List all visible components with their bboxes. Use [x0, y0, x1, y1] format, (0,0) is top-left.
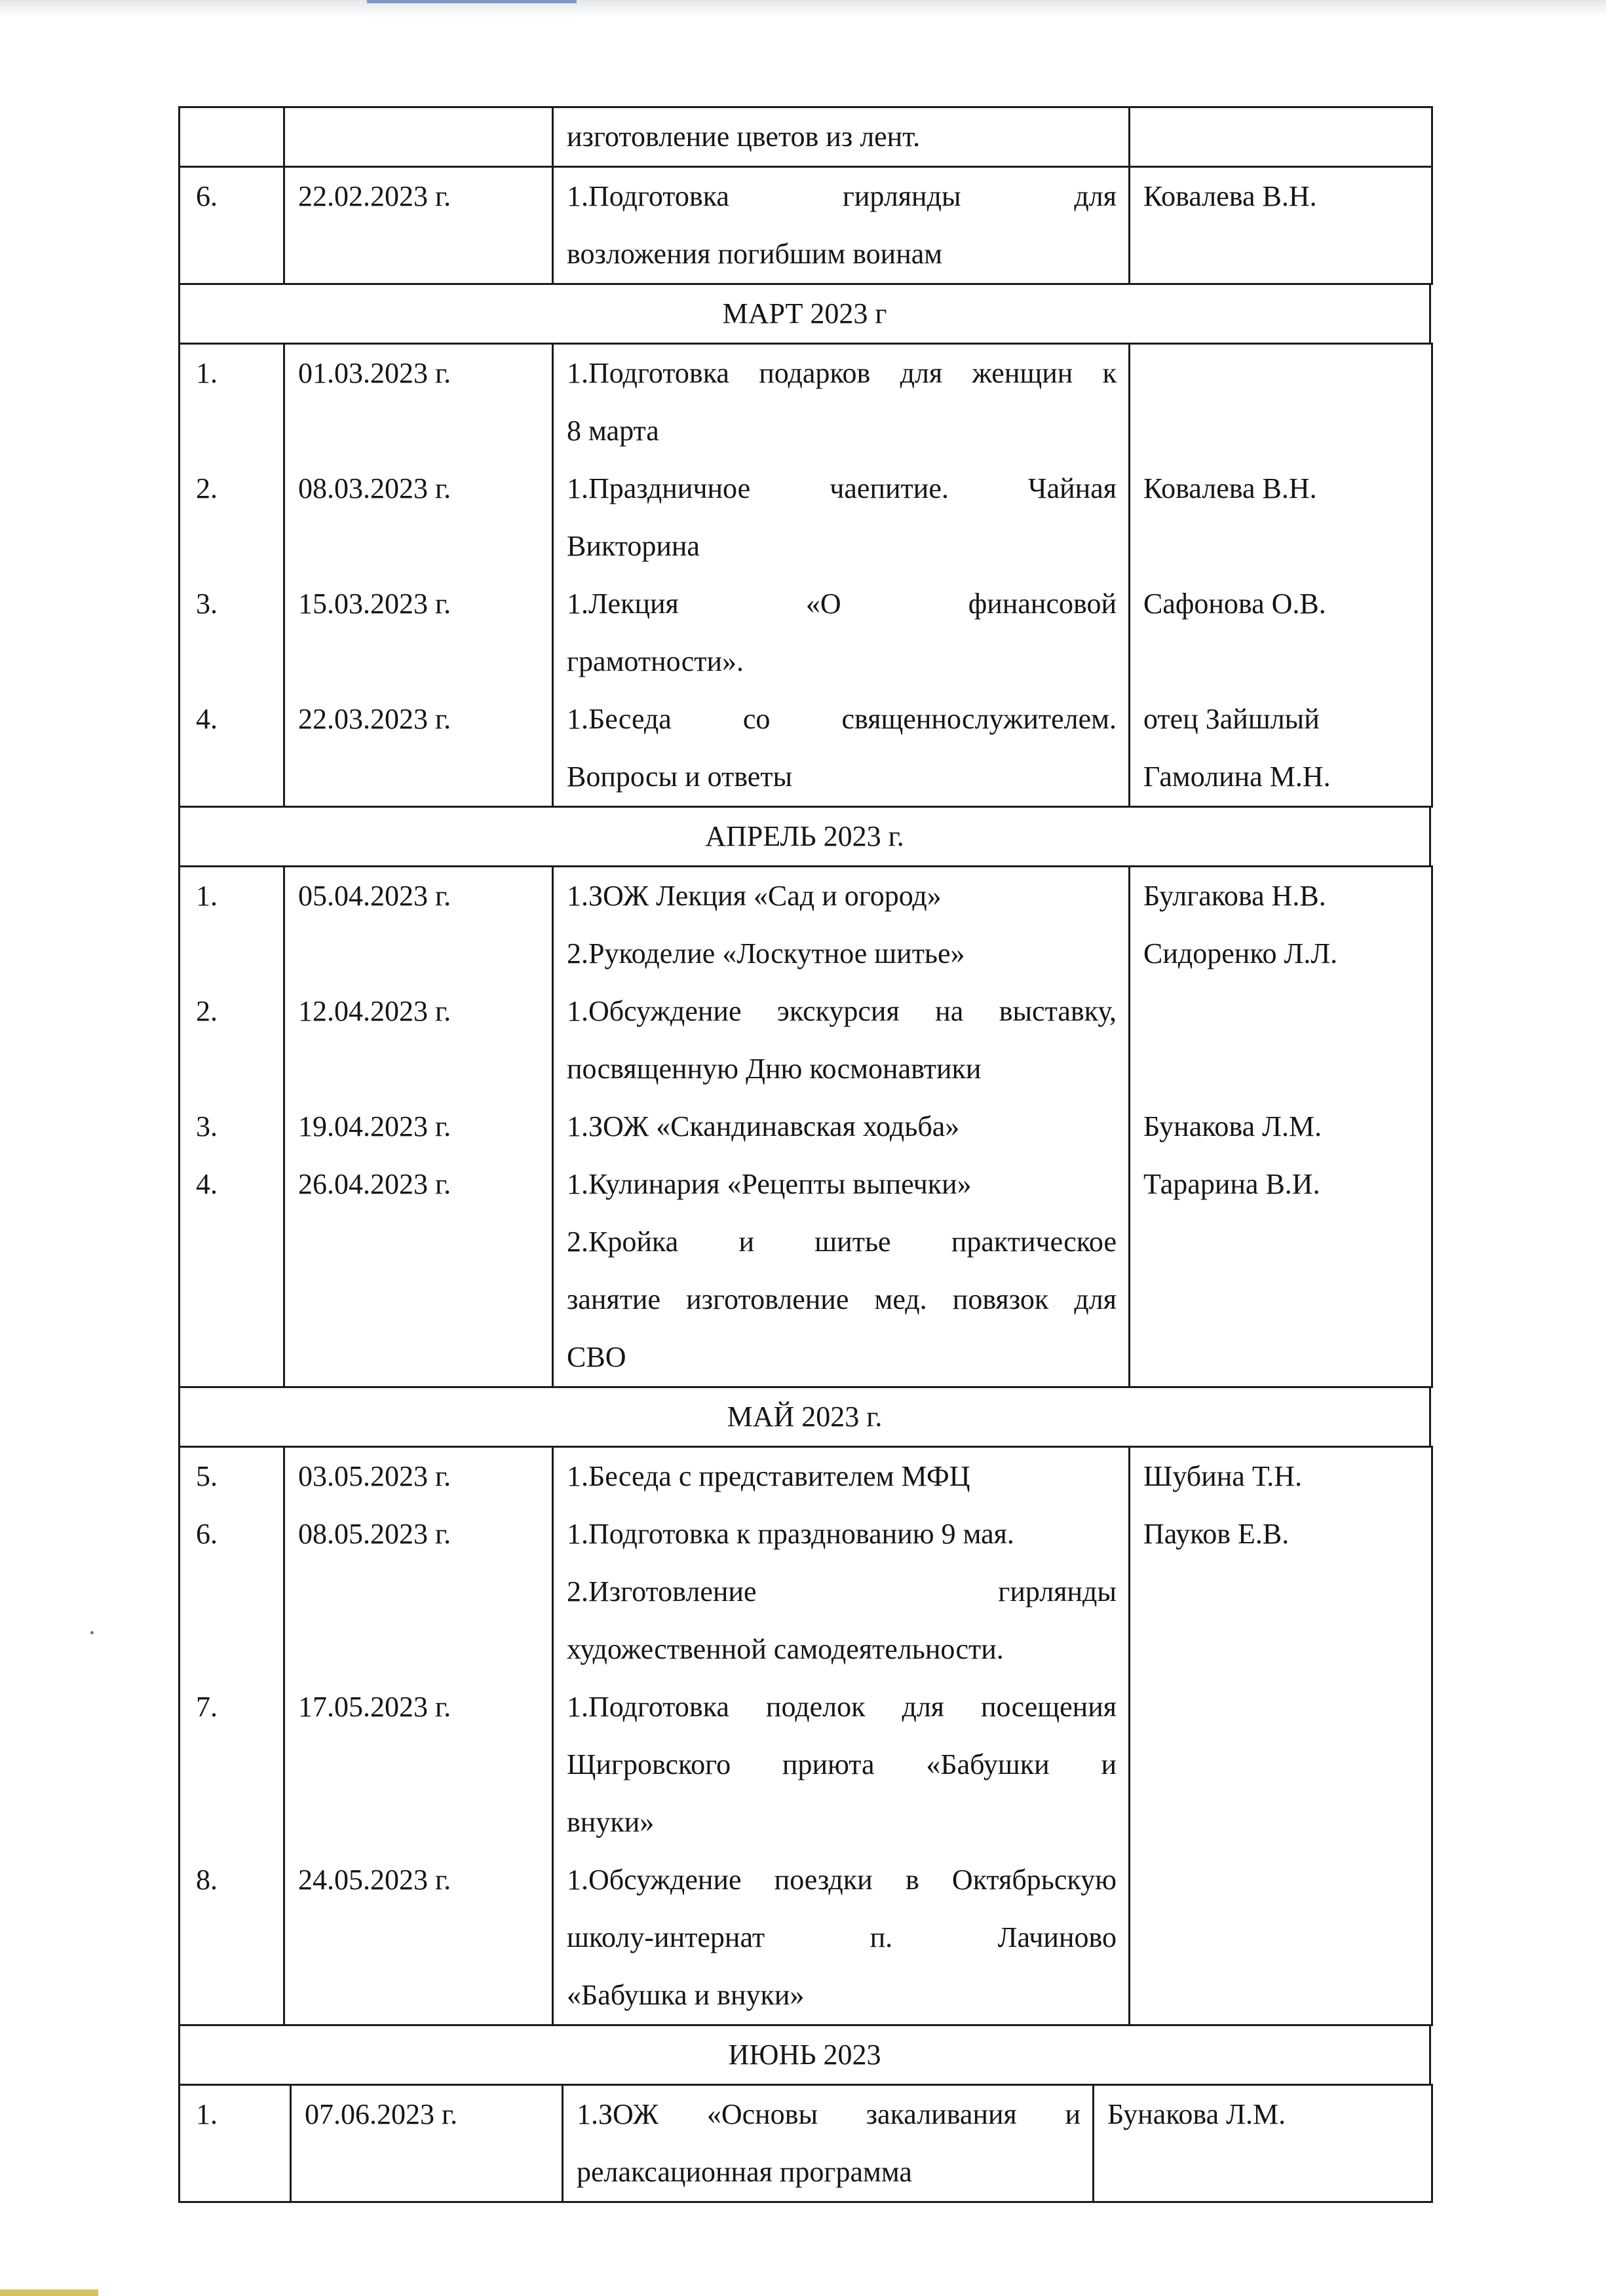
responsible-cell — [1130, 1447, 1432, 2025]
activity-text: 1.Беседа с представителем МФЦ — [567, 1460, 970, 1492]
table-section — [178, 865, 1431, 1388]
activity-text: 1.ЗОЖ «Основы закаливания и — [577, 2098, 1080, 2130]
responsible-text: Пауков Е.В. — [1143, 1518, 1290, 1550]
number-text: 3. — [196, 588, 218, 620]
activity-text: 1.Подготовка поделок для посещения — [567, 1691, 1117, 1723]
activity-text: школу-интернат п. Лачиново — [567, 1921, 1117, 1953]
number-cell — [180, 107, 284, 167]
number-cell — [180, 2085, 291, 2202]
month-section — [178, 806, 1431, 867]
number-text — [196, 1736, 283, 1794]
month-header: АПРЕЛЬ 2023 г. — [180, 807, 1430, 867]
table-section — [178, 2084, 1431, 2203]
number-text: 4. — [196, 703, 218, 735]
date-text: 19.04.2023 г. — [298, 1110, 451, 1142]
number-text — [196, 402, 283, 460]
number-text: 1. — [196, 2098, 218, 2130]
date-cell — [284, 107, 553, 167]
date-text: 08.05.2023 г. — [298, 1518, 451, 1550]
table-segment — [178, 1446, 1433, 2026]
activity-text: занятие изготовление мед. повязок для — [567, 1283, 1117, 1315]
table-row — [180, 344, 1432, 807]
activity-text: 2.Изготовление гирлянды — [567, 1575, 1117, 1608]
responsible-cell — [1130, 167, 1432, 284]
table-row — [180, 167, 1432, 284]
responsible-text: Сафонова О.В. — [1143, 588, 1326, 620]
activity-text: изготовление цветов из лент. — [567, 121, 921, 153]
responsible-text — [1143, 402, 1431, 460]
activity-text: художественной самодеятельности. — [567, 1633, 1004, 1665]
activity-text: 1.ЗОЖ Лекция «Сад и огород» — [567, 880, 942, 912]
table-row — [180, 2085, 1432, 2202]
activity-text: 8 марта — [567, 415, 659, 447]
activity-text: 1.Кулинария «Рецепты выпечки» — [567, 1168, 972, 1200]
activity-text: внуки» — [567, 1806, 655, 1838]
activity-text: 1.Обсуждение экскурсия на выставку, — [567, 995, 1117, 1027]
date-cell — [284, 344, 553, 807]
date-cell — [284, 867, 553, 1387]
scan-edge-mark — [0, 2289, 98, 2296]
activity-text: грамотности». — [567, 645, 744, 677]
responsible-text: Ковалева В.Н. — [1143, 180, 1317, 212]
date-text: 05.04.2023 г. — [298, 880, 451, 912]
activity-text: 1.Праздничное чаепитие. Чайная — [567, 472, 1117, 504]
activity-text: Викторина — [567, 530, 700, 562]
month-section — [178, 1386, 1431, 1448]
responsible-text: Сидоренко Л.Л. — [1143, 937, 1338, 969]
responsible-cell — [1130, 867, 1432, 1387]
responsible-text: Бунакова Л.М. — [1143, 1110, 1322, 1142]
month-header: ИЮНЬ 2023 — [180, 2025, 1430, 2085]
activity-text: 1.Подготовка гирлянды для — [567, 180, 1117, 212]
table-row — [180, 1447, 1432, 2025]
responsible-text: Гамолина М.Н. — [1143, 761, 1331, 793]
number-text: 7. — [196, 1691, 218, 1723]
date-text: 17.05.2023 г. — [298, 1691, 451, 1723]
date-text — [298, 518, 552, 575]
month-header-row — [180, 807, 1430, 867]
date-text — [298, 1736, 552, 1794]
table-section — [178, 106, 1431, 285]
number-text: 5. — [196, 1460, 218, 1492]
scan-top-shadow — [0, 0, 1606, 16]
number-cell — [180, 344, 284, 807]
month-header-row — [180, 284, 1430, 344]
table-segment — [178, 2084, 1433, 2203]
table-segment — [178, 1386, 1431, 1448]
activity-text: 1.Подготовка к празднованию 9 мая. — [567, 1518, 1014, 1550]
table-section — [178, 1446, 1431, 2026]
number-text: 6. — [196, 180, 218, 212]
responsible-text — [1143, 633, 1431, 690]
number-text: 2. — [196, 472, 218, 504]
number-text — [196, 518, 283, 575]
responsible-text: Тарарина В.И. — [1143, 1168, 1320, 1200]
activity-text: 1.Подготовка подарков для женщин к — [567, 357, 1117, 389]
table-segment — [178, 865, 1433, 1388]
activity-cell — [553, 167, 1130, 284]
responsible-text — [1143, 1040, 1431, 1098]
number-cell — [180, 867, 284, 1387]
number-text: 4. — [196, 1168, 218, 1200]
responsible-cell — [1130, 107, 1432, 167]
date-text: 26.04.2023 г. — [298, 1168, 451, 1200]
activity-text: Щигровского приюта «Бабушки и — [567, 1748, 1117, 1780]
responsible-text — [1143, 345, 1431, 402]
activity-text: 1.Лекция «О финансовой — [567, 588, 1117, 620]
activity-text: 1.Беседа со священнослужителем. — [567, 703, 1117, 735]
schedule-table — [178, 106, 1431, 2203]
month-header: МАРТ 2023 г — [180, 284, 1430, 344]
number-text: 1. — [196, 880, 218, 912]
date-text: 22.02.2023 г. — [298, 180, 451, 212]
number-text — [196, 1794, 283, 1851]
activity-text: релаксационная программа — [577, 2156, 912, 2188]
date-text — [298, 633, 552, 690]
responsible-text — [1143, 108, 1431, 166]
date-text: 01.03.2023 г. — [298, 357, 451, 389]
number-text — [196, 633, 283, 690]
responsible-text — [1143, 983, 1431, 1040]
number-cell — [180, 167, 284, 284]
responsible-text: отец Зайшлый — [1143, 703, 1320, 735]
activity-text: 1.ЗОЖ «Скандинавская ходьба» — [567, 1110, 960, 1142]
activity-cell — [563, 2085, 1094, 2202]
number-text — [196, 1563, 283, 1621]
table-segment — [178, 343, 1433, 808]
date-text: 15.03.2023 г. — [298, 588, 451, 620]
number-cell — [180, 1447, 284, 2025]
activity-text: Вопросы и ответы — [567, 761, 793, 793]
date-text: 03.05.2023 г. — [298, 1460, 451, 1492]
responsible-cell — [1094, 2085, 1432, 2202]
month-header: МАЙ 2023 г. — [180, 1387, 1430, 1447]
activity-cell — [553, 867, 1130, 1387]
date-text: 07.06.2023 г. — [305, 2098, 458, 2130]
activity-cell — [553, 107, 1130, 167]
number-text: 1. — [196, 357, 218, 389]
date-cell — [291, 2085, 563, 2202]
activity-text: посвященную Дню космонавтики — [567, 1053, 982, 1085]
number-text — [196, 1621, 283, 1678]
responsible-cell — [1130, 344, 1432, 807]
responsible-text — [1143, 518, 1431, 575]
responsible-text: Булгакова Н.В. — [1143, 880, 1326, 912]
activity-cell — [553, 344, 1130, 807]
activity-cell — [553, 1447, 1130, 2025]
responsible-text: Шубина Т.Н. — [1143, 1460, 1303, 1492]
date-text: 22.03.2023 г. — [298, 703, 451, 735]
date-text — [298, 1040, 552, 1098]
date-text: 12.04.2023 г. — [298, 995, 451, 1027]
date-text — [298, 1621, 552, 1678]
date-cell — [284, 1447, 553, 2025]
table-segment — [178, 106, 1433, 285]
scan-speck — [90, 1631, 94, 1634]
activity-text: 1.Обсуждение поездки в Октябрьскую — [567, 1864, 1117, 1896]
activity-text: СВО — [567, 1341, 626, 1373]
table-segment — [178, 2024, 1431, 2086]
date-text — [298, 402, 552, 460]
activity-text: «Бабушка и внуки» — [567, 1979, 805, 2011]
activity-text: возложения погибшим воинам — [567, 238, 943, 270]
month-header-row — [180, 2025, 1430, 2085]
date-text: 24.05.2023 г. — [298, 1864, 451, 1896]
number-text: 3. — [196, 1110, 218, 1142]
date-text — [298, 1794, 552, 1851]
number-text: 6. — [196, 1518, 218, 1550]
responsible-text: Бунакова Л.М. — [1107, 2098, 1286, 2130]
date-text — [298, 925, 552, 983]
scan-mark — [367, 0, 577, 3]
table-segment — [178, 806, 1431, 867]
activity-text: 2.Рукоделие «Лоскутное шитье» — [567, 937, 965, 969]
number-text — [196, 1040, 283, 1098]
month-section — [178, 2024, 1431, 2086]
number-text: 2. — [196, 995, 218, 1027]
activity-text: 2.Кройка и шитье практическое — [567, 1226, 1117, 1258]
table-row — [180, 107, 1432, 167]
date-text — [298, 1563, 552, 1621]
table-row — [180, 867, 1432, 1387]
table-section — [178, 343, 1431, 808]
month-section — [178, 283, 1431, 345]
month-header-row — [180, 1387, 1430, 1447]
table-segment — [178, 283, 1431, 345]
number-text — [196, 108, 283, 166]
date-text: 08.03.2023 г. — [298, 472, 451, 504]
date-cell — [284, 167, 553, 284]
number-text — [196, 925, 283, 983]
responsible-text: Ковалева В.Н. — [1143, 472, 1317, 504]
number-text: 8. — [196, 1864, 218, 1896]
date-text — [298, 108, 552, 166]
